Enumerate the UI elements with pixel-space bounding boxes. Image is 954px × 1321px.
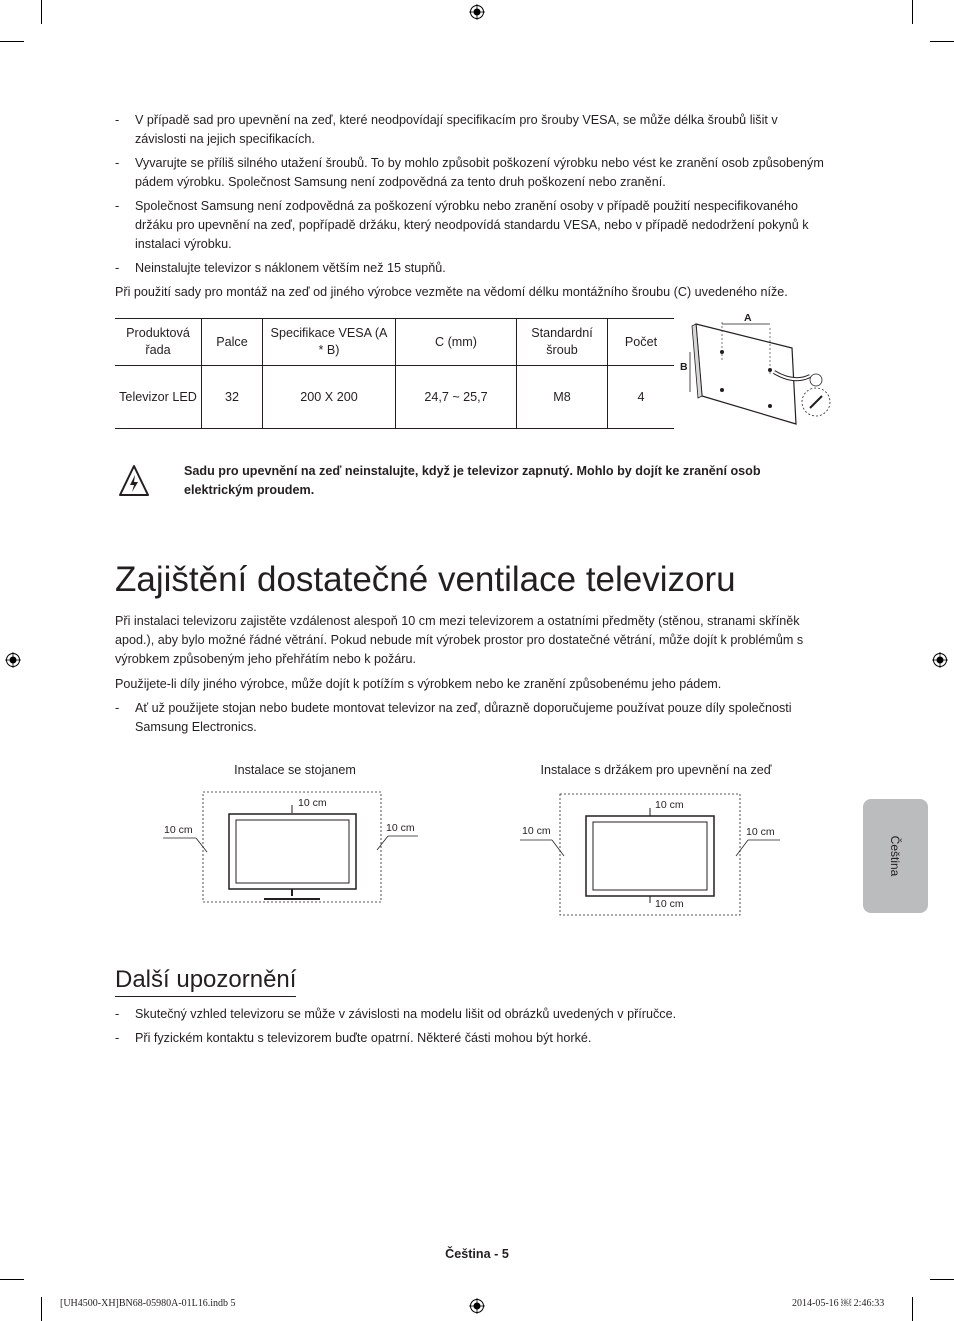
table-cell: Televizor LED (115, 366, 202, 429)
stand-left-clearance: 10 cm (164, 824, 193, 836)
table-header-cell: Produktová řada (115, 319, 202, 366)
footer-file-info: [UH4500-XH]BN68-05980A-01L16.indb 5 (60, 1298, 236, 1309)
bullet-dash: - (115, 261, 120, 275)
bullet-dash: - (115, 113, 120, 127)
crop-mark (912, 1297, 913, 1321)
registration-mark-icon (932, 652, 948, 668)
vesa-spec-table (115, 318, 674, 429)
electric-shock-warning-icon (118, 464, 150, 498)
list-item (115, 111, 830, 149)
registration-mark-icon (469, 1298, 485, 1314)
bullet-text: V případě sad pro upevnění na zeď, které neodpovídají specifikacím pro šrouby VESA, se může délka šroubů lišit v závislosti na jejich specifikacích. (135, 113, 778, 146)
wall-mount-diagram (676, 312, 844, 432)
crop-mark (0, 41, 24, 42)
stand-diagram-title: Instalace se stojanem (234, 763, 356, 777)
list-item (115, 197, 830, 254)
table-header-cell: Standardní šroub (517, 319, 608, 366)
section-title-ventilation: Zajištění dostatečné ventilace televizoru (115, 560, 736, 599)
wall-top-clearance: 10 cm (655, 799, 684, 811)
list-item (115, 259, 830, 278)
bullet-text: Ať už použijete stojan nebo budete montovat televizor na zeď, důrazně doporučujeme používat pouze díly společnosti Samsung Electronics. (135, 701, 792, 734)
wall-diagram-title: Instalace s držákem pro upevnění na zeď (540, 763, 772, 777)
table-cell: 4 (608, 366, 675, 429)
stand-right-clearance: 10 cm (386, 822, 415, 834)
list-item (115, 699, 830, 737)
bullet-dash: - (115, 1007, 120, 1021)
table-header-cell: C (mm) (396, 319, 517, 366)
bullet-text: Vyvarujte se příliš silného utažení šroubů. To by mohlo způsobit poškození výrobku nebo vést ke zranění osob způsobeným pádem výrobku. Společnost Samsung není zodpovědná za tento druh poškození nebo zranění. (135, 156, 824, 189)
table-cell: 200 X 200 (263, 366, 396, 429)
crop-mark (0, 1279, 24, 1280)
bullet-dash: - (115, 701, 120, 715)
bullet-text: Společnost Samsung není zodpovědná za poškození výrobku nebo zranění osoby v případě použití nespecifikovaného držáku pro upevnění na zeď, popřípadě držáku, který neodpovídá standardu VESA, nebo v případě nedodržení pokynů k instalaci výrobku. (135, 199, 809, 251)
ventilation-paragraph: Při instalaci televizoru zajistěte vzdálenost alespoň 10 cm mezi televizorem a ostatními předměty (stěnou, stranami skříněk apod.), aby bylo možné řádné větrání. Pokud nebude mít výrobek prostor pro dostatečné větrání, může dojít k problémům s výrobkem způsobeným jeho přehřátím nebo k požáru. (115, 614, 804, 666)
table-header-cell: Specifikace VESA (A * B) (263, 319, 396, 366)
stand-installation-diagram (160, 788, 430, 906)
table-cell: 24,7 ~ 25,7 (396, 366, 517, 429)
table-cell: M8 (517, 366, 608, 429)
footer-timestamp: 2014-05-16 ￼ 2:46:33 (792, 1298, 885, 1309)
bullet-text: Neinstalujte televizor s náklonem větším než 15 stupňů. (135, 261, 446, 275)
side-tab-label: Čeština (888, 835, 902, 877)
bullet-dash: - (115, 1031, 120, 1045)
table-header-cell: Počet (608, 319, 675, 366)
language-side-tab (863, 799, 928, 913)
wall-right-clearance: 10 cm (746, 826, 775, 838)
list-item (115, 154, 830, 192)
crop-mark (930, 41, 954, 42)
dimension-b-label: B (680, 361, 688, 373)
page-number: Čeština - 5 (445, 1247, 509, 1261)
section-title-other-warnings: Další upozornění (115, 966, 296, 997)
bullet-text: Skutečný vzhled televizoru se může v závislosti na modelu lišit od obrázků uvedených v příručce. (135, 1007, 677, 1021)
wall-bottom-clearance: 10 cm (655, 898, 684, 910)
bullet-dash: - (115, 156, 120, 170)
table-header-row (115, 319, 674, 366)
registration-mark-icon (469, 4, 485, 20)
table-header-cell: Palce (202, 319, 263, 366)
warning-text: Sadu pro upevnění na zeď neinstalujte, když je televizor zapnutý. Mohlo by dojít ke zranění osob elektrickým proudem. (184, 464, 761, 497)
crop-mark (912, 0, 913, 24)
bullet-text: Při fyzickém kontaktu s televizorem buďte opatrní. Některé části mohou být horké. (135, 1031, 592, 1045)
crop-mark (41, 1297, 42, 1321)
dimension-a-label: A (744, 312, 752, 324)
table-row (115, 366, 674, 429)
wall-left-clearance: 10 cm (522, 825, 551, 837)
screw-intro-text: Při použití sady pro montáž na zeď od jiného výrobce vezměte na vědomí délku montážního šroubu (C) uvedeného níže. (115, 285, 788, 299)
registration-mark-icon (5, 652, 21, 668)
stand-top-clearance: 10 cm (298, 797, 327, 809)
third-party-parts-paragraph: Použijete-li díly jiného výrobce, může dojít k potížím s výrobkem nebo ke zranění způsobenému jeho pádem. (115, 677, 722, 691)
list-item (115, 1005, 830, 1024)
wall-installation-diagram (518, 790, 784, 918)
crop-mark (930, 1279, 954, 1280)
bullet-dash: - (115, 199, 120, 213)
table-cell: 32 (202, 366, 263, 429)
crop-mark (41, 0, 42, 24)
list-item (115, 1029, 830, 1048)
